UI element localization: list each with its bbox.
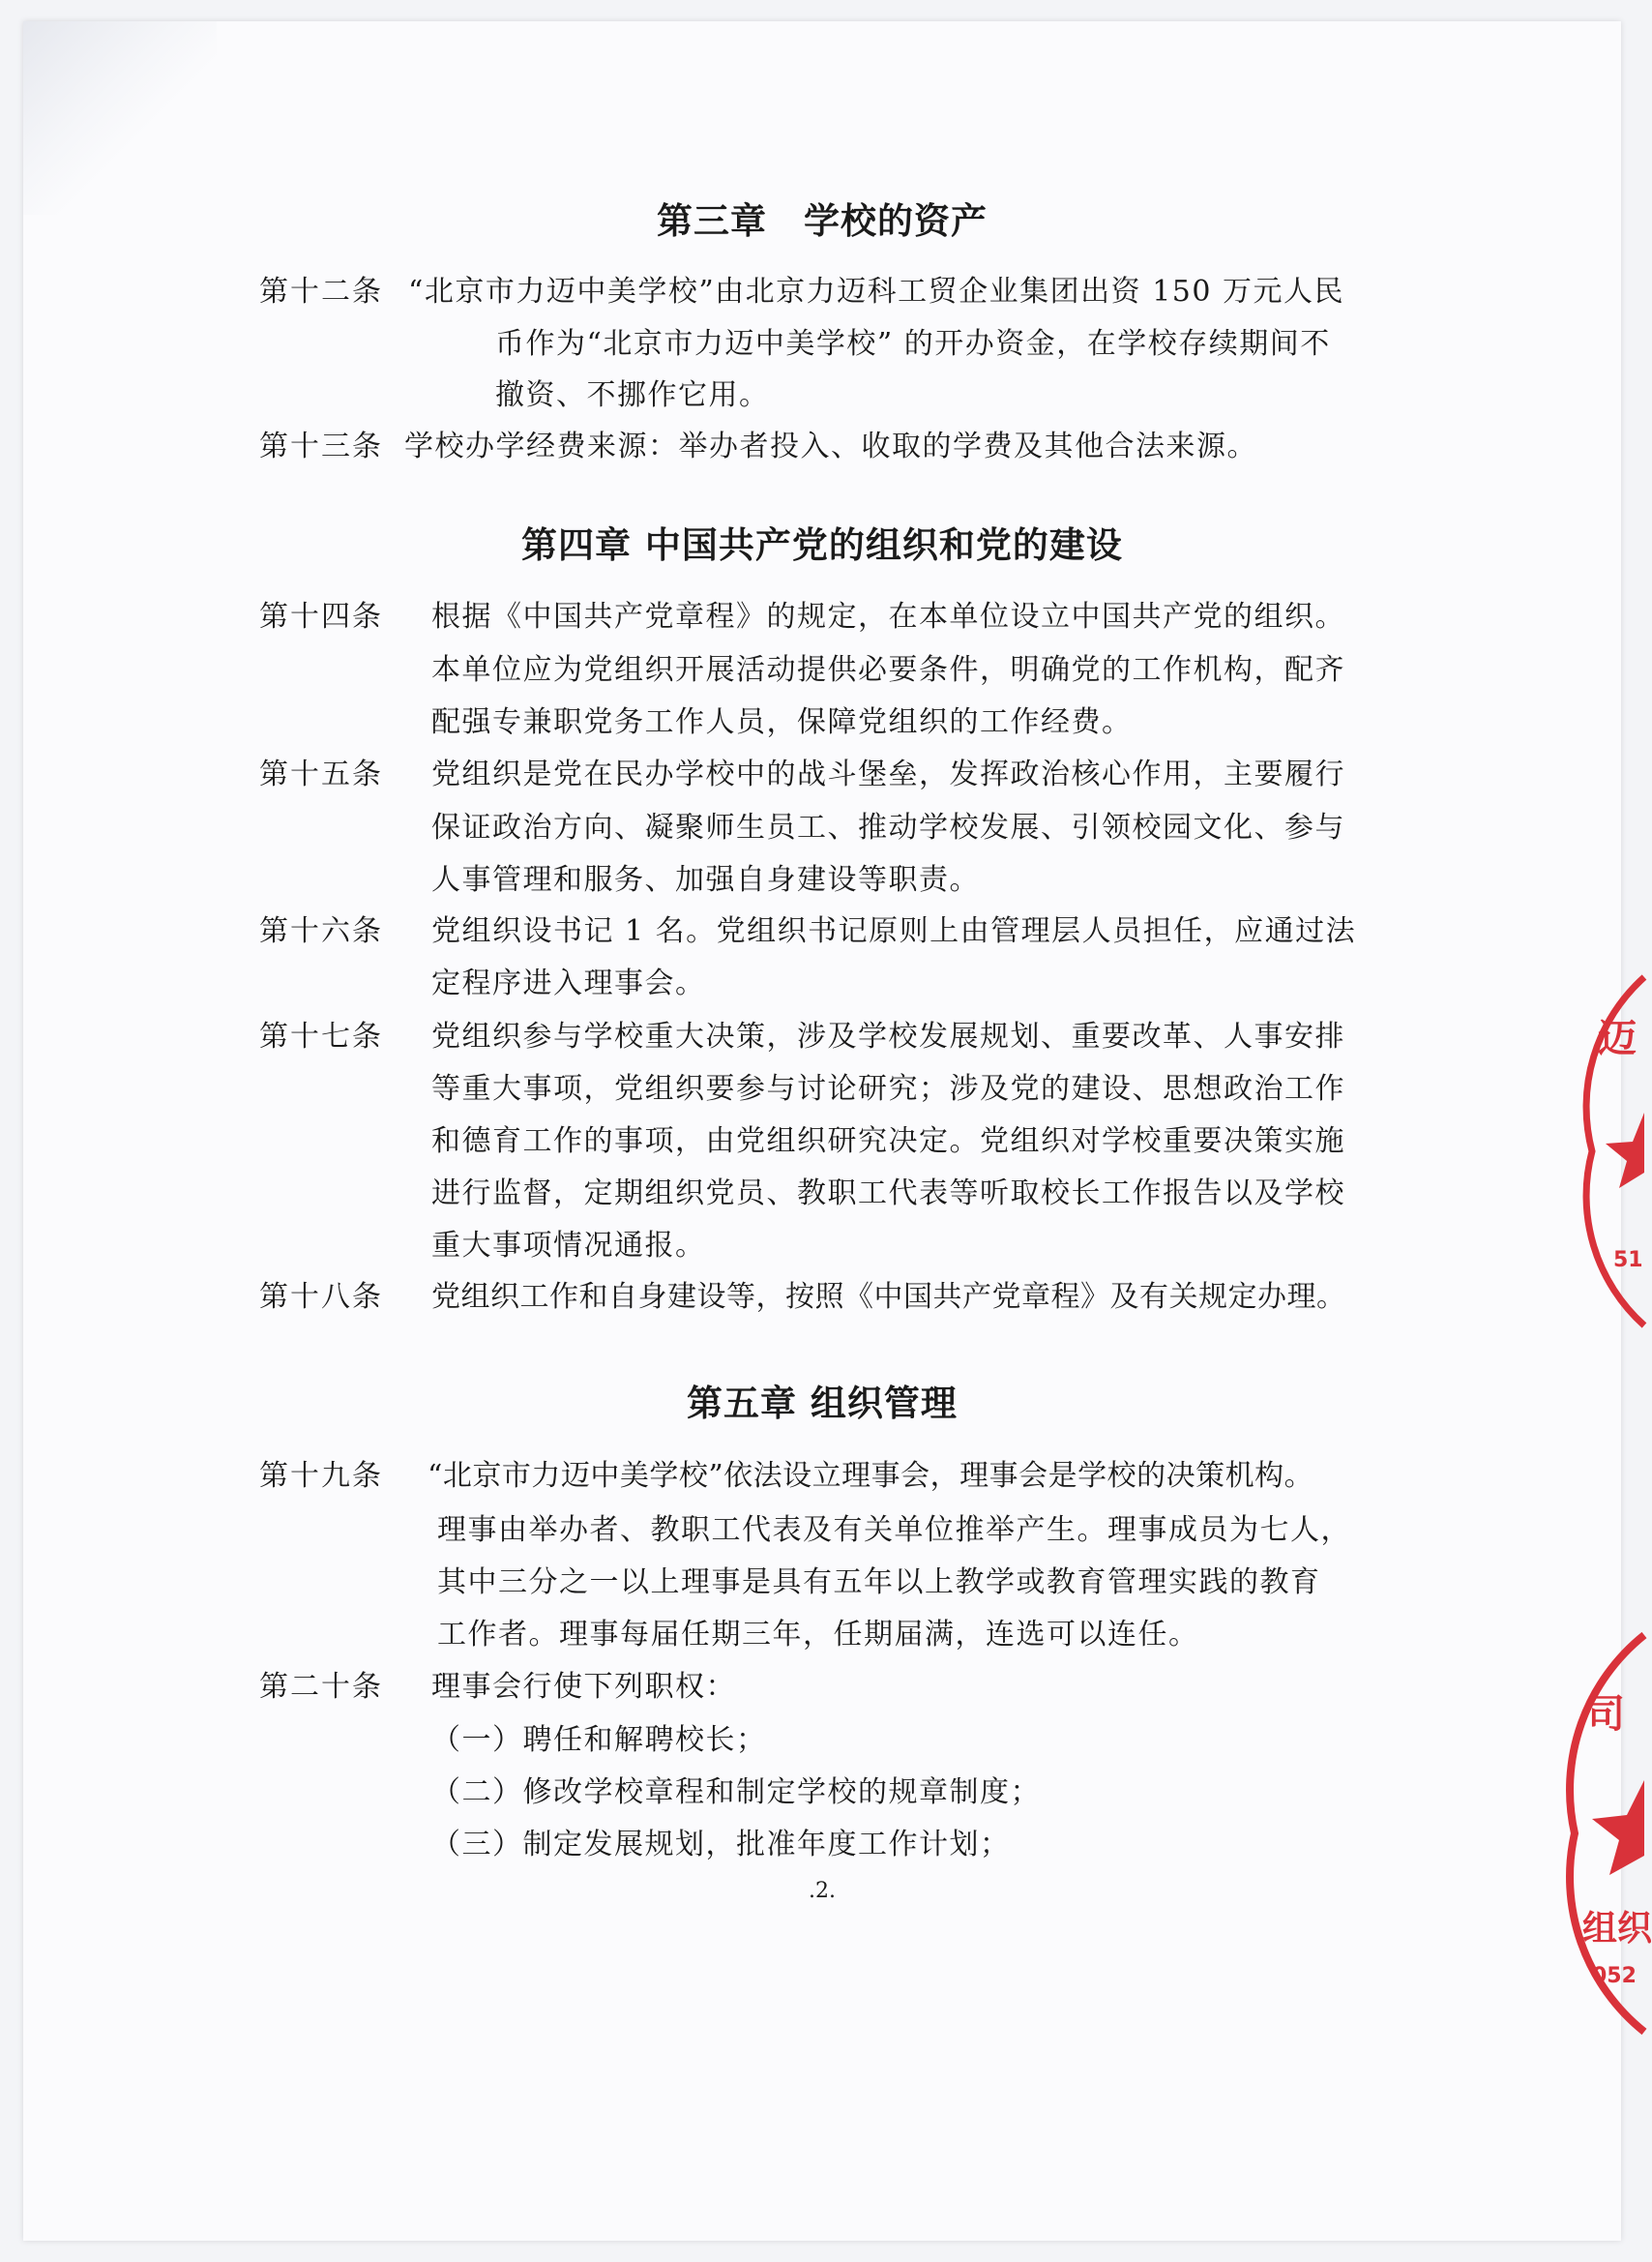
article-17-label: 第十七条	[259, 1020, 383, 1054]
lower-seal-char: 司	[1586, 1692, 1625, 1737]
article-19-label: 第十九条	[259, 1459, 383, 1493]
page-fold-shadow	[23, 21, 217, 215]
article-18-label: 第十八条	[259, 1280, 383, 1314]
article-16-line-1: 党组织设书记 1 名。党组织书记原则上由管理层人员担任，应通过法	[431, 914, 1357, 948]
article-19-line-3: 其中三分之一以上理事是具有五年以上教学或教育管理实践的教育	[437, 1565, 1321, 1599]
article-17-line-5: 重大事项情况通报。	[431, 1229, 706, 1263]
article-12-line-1: “北京市力迈中美学校”由北京力迈科工贸企业集团出资 150 万元人民	[408, 275, 1345, 309]
article-20-item-3: （三）制定发展规划，批准年度工作计划；	[431, 1828, 1011, 1861]
article-14-line-1: 根据《中国共产党章程》的规定，在本单位设立中国共产党的组织。	[431, 600, 1345, 634]
article-17-line-4: 进行监督，定期组织党员、教职工代表等听取校长工作报告以及学校	[431, 1176, 1345, 1210]
article-16-label: 第十六条	[259, 914, 383, 948]
article-17-line-1: 党组织参与学校重大决策，涉及学校发展规划、重要改革、人事安排	[431, 1020, 1345, 1054]
article-20-item-1: （一）聘任和解聘校长；	[431, 1723, 767, 1757]
star-icon	[1606, 1113, 1644, 1188]
article-13-line-1: 学校办学经费来源：举办者投入、收取的学费及其他合法来源。	[404, 430, 1257, 463]
article-14-line-3: 配强专兼职党务工作人员，保障党组织的工作经费。	[431, 705, 1133, 739]
article-18-line-1: 党组织工作和自身建设等，按照《中国共产党章程》及有关规定办理。	[431, 1280, 1346, 1314]
article-15-label: 第十五条	[259, 758, 383, 791]
article-14-line-2: 本单位应为党组织开展活动提供必要条件，明确党的工作机构，配齐	[431, 653, 1345, 687]
article-20-line-1: 理事会行使下列职权：	[431, 1670, 736, 1704]
upper-seal-char: 迈	[1598, 1017, 1637, 1061]
chapter-4-title: 第四章 中国共产党的组织和党的建设	[521, 523, 1123, 566]
article-12-line-2: 币作为“北京市力迈中美学校” 的开办资金，在学校存续期间不	[495, 327, 1331, 361]
article-13-label: 第十三条	[259, 430, 383, 463]
article-15-line-3: 人事管理和服务、加强自身建设等职责。	[431, 863, 980, 897]
article-17-line-3: 和德育工作的事项，由党组织研究决定。党组织对学校重要决策实施	[431, 1124, 1345, 1158]
lower-seal-text: 组织	[1582, 1909, 1652, 1949]
article-16-line-2: 定程序进入理事会。	[431, 967, 706, 1000]
article-12-label: 第十二条	[259, 275, 383, 309]
article-15-line-1: 党组织是党在民办学校中的战斗堡垒，发挥政治核心作用，主要履行	[431, 758, 1345, 791]
article-19-line-4: 工作者。理事每届任期三年，任期届满，连选可以连任。	[437, 1618, 1199, 1652]
article-17-line-2: 等重大事项，党组织要参与讨论研究；涉及党的建设、思想政治工作	[431, 1072, 1345, 1106]
article-19-line-2: 理事由举办者、教职工代表及有关单位推举产生。理事成员为七人，	[437, 1513, 1351, 1547]
chapter-3-title: 第三章 学校的资产	[657, 199, 988, 242]
article-15-line-2: 保证政治方向、凝聚师生员工、推动学校发展、引领校园文化、参与	[431, 811, 1345, 845]
article-14-label: 第十四条	[259, 600, 383, 634]
upper-seal-code: 51	[1613, 1248, 1643, 1272]
article-12-line-3: 撤资、不挪作它用。	[495, 378, 770, 412]
page-number: .2.	[809, 1879, 836, 1903]
chapter-5-title: 第五章 组织管理	[687, 1382, 958, 1424]
star-icon	[1592, 1780, 1644, 1875]
upper-seal-stamp	[1584, 977, 1644, 1325]
article-20-item-2: （二）修改学校章程和制定学校的规章制度；	[431, 1775, 1041, 1809]
article-19-line-1: “北京市力迈中美学校”依法设立理事会，理事会是学校的决策机构。	[428, 1459, 1314, 1493]
lower-seal-code: 052	[1592, 1964, 1637, 1988]
article-20-label: 第二十条	[259, 1670, 383, 1704]
lower-seal-stamp	[1565, 1635, 1652, 2032]
